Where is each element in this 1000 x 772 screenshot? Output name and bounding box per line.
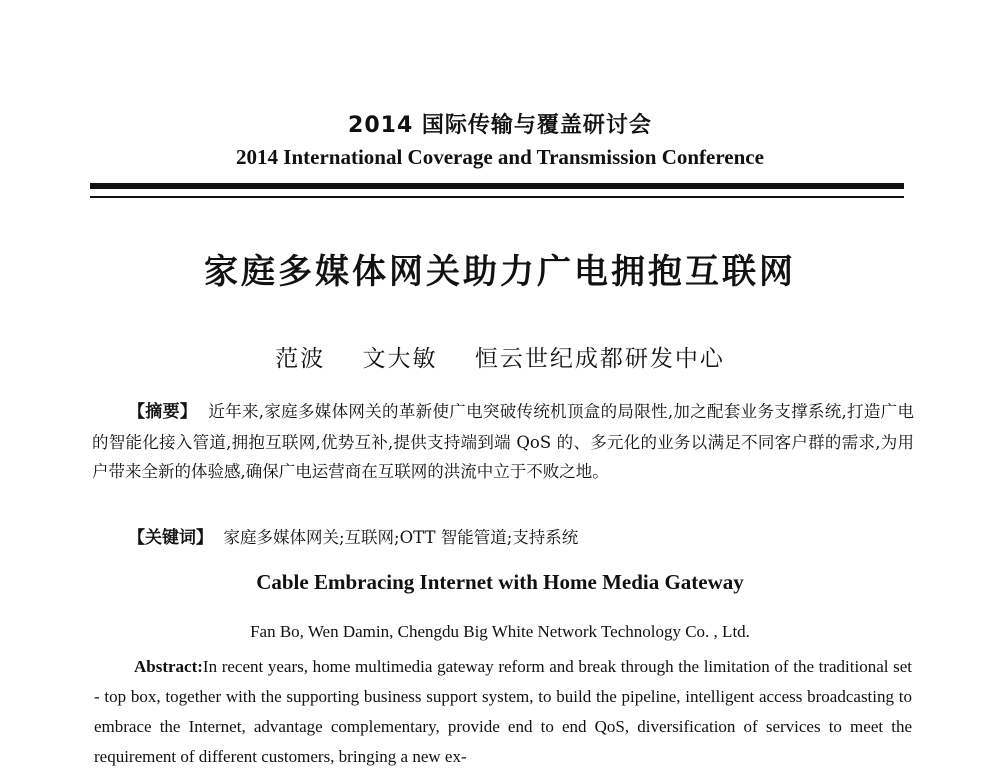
abstract-en-indent (94, 657, 134, 676)
keywords-cn (92, 523, 914, 554)
abstract-text-en: In recent years, home multimedia gateway reform and break through the limitation of the traditional set - top box, together with the supporting business support system, to build the pipeline, intelligent access broadcasting to embrace the Internet, advantage complementary, provide end to end QoS, diversification of services to meet the requirement of different customers, bringing a new ex- (94, 657, 912, 766)
header-rule-thin (90, 196, 904, 198)
paper-title-cn: 家庭多媒体网关助力广电拥抱互联网 (204, 252, 796, 292)
keywords-cn-indent (92, 528, 128, 547)
abstract-cn-indent (92, 402, 128, 421)
author-1: 范波 (275, 346, 326, 372)
abstract-en (94, 652, 912, 772)
conference-title-en: 2014 International Coverage and Transmission Conference (236, 145, 764, 169)
author-2: 文大敏 (362, 346, 438, 372)
author-affiliation: 恒云世纪成都研发中心 (474, 346, 725, 372)
abstract-text-cn: 近年来,家庭多媒体网关的革新使广电突破传统机顶盒的局限性,加之配套业务支撑系统,打造广电的智能化接入管道,拥抱互联网,优势互补,提供支持端到端 QoS 的、多元化的业务以满足不同客户群的需求,为用户带来全新的体验感,确保广电运营商在互联网的洪流中立于不败之地。 (92, 402, 914, 481)
authors-cn (0, 340, 1000, 373)
keywords-label-cn: 【关键词】 (128, 528, 213, 548)
abstract-cn (92, 397, 914, 487)
abstract-label-cn: 【摘要】 (128, 402, 198, 422)
header-rule-thick (90, 183, 904, 189)
keywords-text-cn: 家庭多媒体网关;互联网;OTT 智能管道;支持系统 (223, 528, 579, 547)
abstract-label-en: Abstract: (134, 657, 203, 676)
paper-title-en: Cable Embracing Internet with Home Media Gateway (256, 570, 744, 594)
authors-en: Fan Bo, Wen Damin, Chengdu Big White Network Technology Co. , Ltd. (250, 622, 750, 641)
conference-title-cn: 2014 国际传输与覆盖研讨会 (348, 113, 652, 138)
